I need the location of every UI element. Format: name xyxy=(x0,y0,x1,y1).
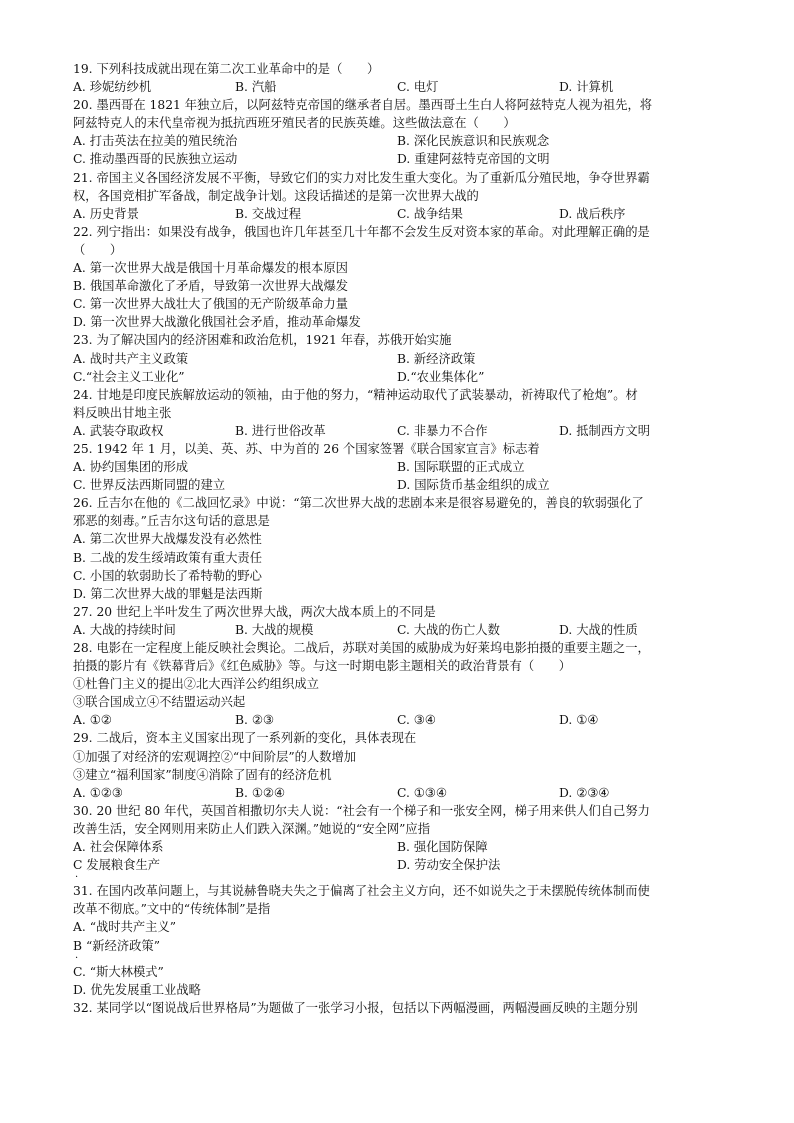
question-stem: 拍摄的影片有《铁幕背后》《红色威胁》等。与这一时期电影主题相关的政治背景有（ ） xyxy=(73,659,572,674)
question-stem: 邪恶的刻毒。”丘吉尔这句话的意思是 xyxy=(73,514,270,529)
option-b: B. 交战过程 xyxy=(235,206,302,221)
question-stem: 31. 在国内改革问题上，与其说赫鲁晓夫失之于偏离了社会主义方向，还不如说失之于未摆脱传统体制而使 xyxy=(73,884,650,899)
question-stem: 29. 二战后，资本主义国家出现了一系列新的变化，具体表现在 xyxy=(73,731,417,746)
question-stem: ③联合国成立④不结盟运动兴起 xyxy=(73,695,246,710)
question-stem: 19. 下列科技成就出现在第二次工业革命中的是（ ） xyxy=(73,62,380,76)
option-a: A. ①②③ xyxy=(73,785,123,800)
question-28 xyxy=(73,639,723,729)
question-stem: 23. 为了解决国内的经济困难和政治危机，1921 年春，苏俄开始实施 xyxy=(73,333,452,348)
question-23 xyxy=(73,331,723,385)
options-row xyxy=(73,838,723,856)
stray-dot: · xyxy=(75,952,79,964)
option-a: A. “战时共产主义” xyxy=(73,920,177,935)
option-a: A. ①② xyxy=(73,713,112,728)
option-c: C. 非暴力不合作 xyxy=(397,423,488,438)
option-b: B. 强化国防保障 xyxy=(397,840,488,855)
question-31 xyxy=(73,882,723,999)
option-a: A. 历史背景 xyxy=(73,206,139,221)
option-d: D. 计算机 xyxy=(559,80,614,95)
option-b: B. 进行世俗改革 xyxy=(235,423,326,438)
options-row xyxy=(73,458,723,476)
question-29 xyxy=(73,729,723,801)
question-stem: 27. 20 世纪上半叶发生了两次世界大战，两次大战本质上的不同是 xyxy=(73,604,436,619)
question-stem: 权，各国竞相扩军备战，制定战争计划。这段话描述的是第一次世界大战的 xyxy=(73,188,479,203)
option-b: B “新经济政策” xyxy=(73,938,161,953)
option-b: B. 大战的规模 xyxy=(235,622,314,637)
option-d: D. 劳动安全保护法 xyxy=(397,858,501,873)
options-row xyxy=(73,78,723,96)
option-a: A. 协约国集团的形成 xyxy=(73,460,189,475)
option-a: A. 武装夺取政权 xyxy=(73,423,164,438)
stray-dot: · xyxy=(75,872,79,884)
option-c: C. 世界反法西斯同盟的建立 xyxy=(73,478,226,493)
option-b: B. ①②④ xyxy=(235,785,285,800)
option-c: C. 战争结果 xyxy=(397,206,463,221)
question-stem: 料反映出甘地主张 xyxy=(73,405,172,420)
option-c: C. 电灯 xyxy=(397,80,439,95)
option-a: A. 打击英法在拉美的殖民统治 xyxy=(73,134,238,149)
options-row xyxy=(73,368,723,386)
option-d: D. 重建阿兹特克帝国的文明 xyxy=(397,152,550,167)
option-a: A. 第二次世界大战爆发没有必然性 xyxy=(73,532,262,547)
options-row xyxy=(73,856,723,874)
options-row xyxy=(73,205,723,223)
option-a: A. 第一次世界大战是俄国十月革命爆发的根本原因 xyxy=(73,261,348,276)
option-c: C. ①③④ xyxy=(397,785,447,800)
question-20 xyxy=(73,96,723,168)
question-30 xyxy=(73,802,723,882)
option-a: A. 大战的持续时间 xyxy=(73,622,176,637)
option-b: B. 国际联盟的正式成立 xyxy=(397,460,525,475)
question-stem: 26. 丘吉尔在他的《二战回忆录》中说：“第二次世界大战的悲剧本来是很容易避免的，善良的软弱强化了 xyxy=(73,496,644,511)
exam-page xyxy=(73,60,723,1017)
options-row xyxy=(73,784,723,802)
option-d: D. 国际货币基金组织的成立 xyxy=(397,478,550,493)
option-a: A. 珍妮纺纱机 xyxy=(73,80,152,95)
option-a: A. 社会保障体系 xyxy=(73,840,164,855)
question-27 xyxy=(73,603,723,639)
question-32 xyxy=(73,999,723,1017)
option-b: B. ②③ xyxy=(235,713,274,728)
question-25 xyxy=(73,440,723,494)
question-stem: 改善生活，安全网则用来防止人们跌入深渊。”她说的“安全网”应指 xyxy=(73,821,431,836)
question-stem: 21. 帝国主义各国经济发展不平衡，导致它们的实力对比发生重大变化。为了重新瓜分殖民地，争夺世界霸 xyxy=(73,170,650,185)
question-stem: 32. 某同学以“图说战后世界格局”为题做了一张学习小报，包括以下两幅漫画，两幅漫画反映的主题分别 xyxy=(73,1000,638,1015)
option-b: B. 汽船 xyxy=(235,80,277,95)
option-b: B. 深化民族意识和民族观念 xyxy=(397,134,550,149)
option-d: D. 大战的性质 xyxy=(559,622,638,637)
option-d: D. 战后秩序 xyxy=(559,206,626,221)
options-row xyxy=(73,350,723,368)
question-stem: 25. 1942 年 1 月，以美、英、苏、中为首的 26 个国家签署《联合国家宣言》标志着 xyxy=(73,441,540,456)
option-c: C. 大战的伤亡人数 xyxy=(397,622,500,637)
question-stem: 28. 电影在一定程度上能反映社会舆论。二战后，苏联对美国的威胁成为好莱坞电影拍摄的重要主题之一， xyxy=(73,641,650,655)
options-row xyxy=(73,711,723,729)
option-a: A. 战时共产主义政策 xyxy=(73,351,189,366)
option-d: D. 优先发展重工业战略 xyxy=(73,982,201,997)
options-row xyxy=(73,150,723,168)
option-d: D. ①④ xyxy=(559,713,599,728)
option-c: C 发展粮食生产 xyxy=(73,858,161,873)
option-d: D. 第一次世界大战激化俄国社会矛盾，推动革命爆发 xyxy=(73,315,361,330)
question-22 xyxy=(73,223,723,332)
question-26 xyxy=(73,494,723,603)
option-c: C.“社会主义工业化” xyxy=(73,369,185,384)
option-c: C. ③④ xyxy=(397,713,436,728)
question-stem: 24. 甘地是印度民族解放运动的领袖，由于他的努力，“精神运动取代了武装暴动，祈祷取代了枪炮”。材 xyxy=(73,387,638,402)
question-stem: 30. 20 世纪 80 年代，英国首相撒切尔夫人说：“社会有一个梯子和一张安全网，梯子用来供人们自己努力 xyxy=(73,803,650,818)
options-row xyxy=(73,422,723,440)
question-stem: 改革不彻底。”文中的“传统体制”是指 xyxy=(73,902,271,917)
options-row xyxy=(73,621,723,639)
question-19 xyxy=(73,60,723,96)
option-d: D. 抵制西方文明 xyxy=(559,423,651,438)
option-c: C. 推动墨西哥的民族独立运动 xyxy=(73,152,238,167)
question-stem: 22. 列宁指出：如果没有战争，俄国也许几年甚至几十年都不会发生反对资本家的革命。对此理解正确的是 xyxy=(73,224,650,239)
option-c: C. 第一次世界大战壮大了俄国的无产阶级革命力量 xyxy=(73,297,349,312)
option-b: B. 二战的发生绥靖政策有重大责任 xyxy=(73,550,263,565)
question-stem: ①加强了对经济的宏观调控②“中间阶层”的人数增加 xyxy=(73,749,357,764)
options-row xyxy=(73,132,723,150)
option-b: B. 新经济政策 xyxy=(397,351,476,366)
option-d: D. ②③④ xyxy=(559,785,610,800)
option-b: B. 俄国革命激化了矛盾，导致第一次世界大战爆发 xyxy=(73,279,349,294)
option-c: C. “斯大林模式” xyxy=(73,964,164,979)
question-stem: 20. 墨西哥在 1821 年独立后，以阿兹特克帝国的继承者自居。墨西哥土生白人将阿兹特克人视为祖先，将 xyxy=(73,98,653,113)
question-stem: ①杜鲁门主义的提出②北大西洋公约组织成立 xyxy=(73,677,319,692)
option-c: C. 小国的软弱助长了希特勒的野心 xyxy=(73,568,262,583)
option-d: D.“农业集体化” xyxy=(397,369,485,384)
question-stem: （ ） xyxy=(73,242,123,257)
question-stem: 阿兹特克人的末代皇帝视为抵抗西班牙殖民者的民族英雄。这些做法意在（ ） xyxy=(73,116,516,131)
question-21 xyxy=(73,169,723,223)
question-24 xyxy=(73,386,723,440)
question-stem: ③建立“福利国家”制度④消除了固有的经济危机 xyxy=(73,767,332,782)
options-row xyxy=(73,476,723,494)
option-d: D. 第二次世界大战的罪魁是法西斯 xyxy=(73,586,263,601)
